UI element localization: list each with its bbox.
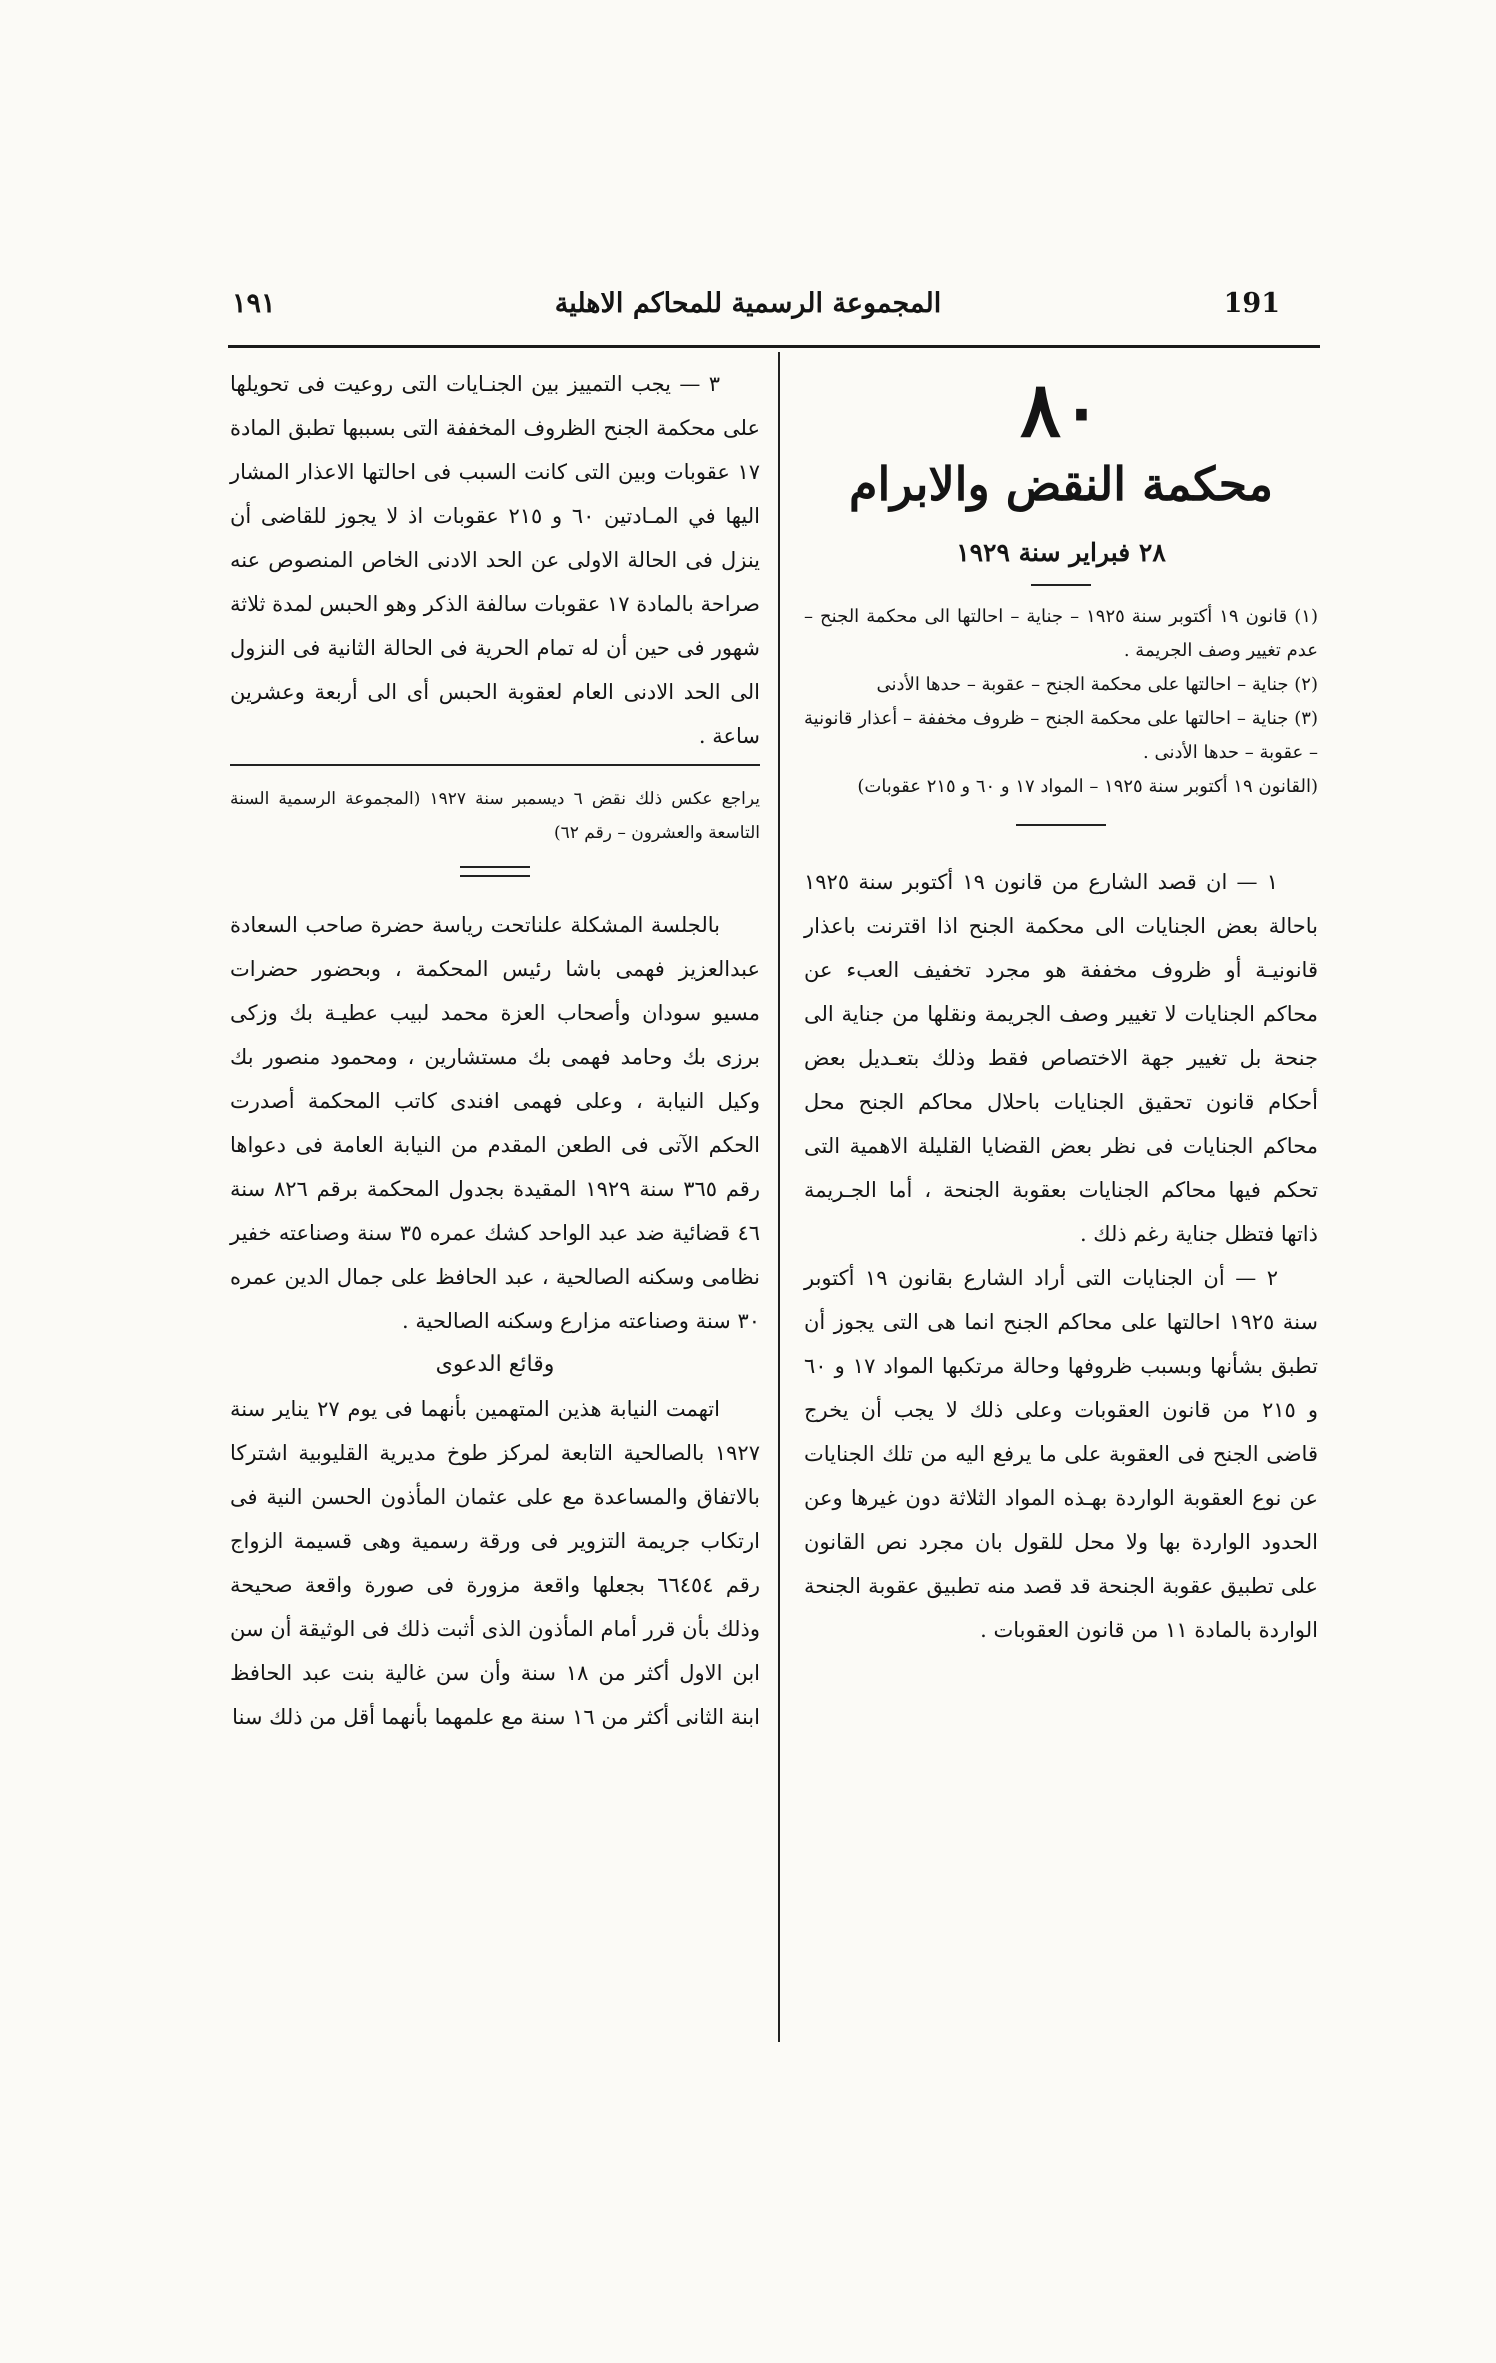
note-rule	[230, 764, 760, 766]
page-number-arabic: ١٩١	[232, 288, 276, 319]
ruling-date: ٢٨ فبراير سنة ١٩٢٩	[956, 538, 1166, 567]
date-rule	[1031, 584, 1091, 586]
keyword-entry: (٢) جناية – احالتها على محكمة الجنح – عقوبة – حدها الأدنى	[876, 674, 1318, 695]
left-column	[230, 362, 760, 1739]
ruling-number: ٨٠	[1020, 365, 1102, 454]
keywords-rule	[1016, 824, 1106, 826]
right-column	[804, 362, 1318, 1652]
keyword-entry: (٣) جناية – احالتها على محكمة الجنح – ظروف مخففة – أعذار قانونية – عقوبة – حدها الأدنى .	[804, 708, 1318, 763]
facts-paragraph: اتهمت النيابة هذين المتهمين بأنهما فى يوم ٢٧ يناير سنة ١٩٢٧ بالصالحية التابعة لمركز طوخ مديرية القليوبية اشتركا بالاتفاق والمساعدة مع على عثمان المأذون الحسن النية فى ارتكاب جريمة التزوير فى ورقة رسمية وهى قسيمة الزواج رقم ٦٦٤٥٤ بجعلها واقعة مزورة فى صورة واقعة صحيحة وذلك بأن قرر أمام المأذون الذى أثبت ذلك فى الوثيقة أن سن ابن الاول أكثر من ١٨ سنة وأن سن غالية بنت عبد الحافظ ابنة الثانى أكثر من ١٦ سنة مع علمهما بأنهما أقل من ذلك سنا	[230, 1397, 760, 1729]
column-divider	[778, 352, 780, 2042]
section-double-rule	[460, 866, 530, 877]
principle-paragraph: ١ — ان قصد الشارع من قانون ١٩ أكتوبر سنة ١٩٢٥ باحالة بعض الجنايات الى محكمة الجنح اذا اقترنت باعذار قانونيـة أو ظروف مخففة هو مجرد تخفيف العبء عن محاكم الجنايات لا تغيير وصف الجريمة ونقلها من جناية الى جنحة بل تغيير جهة الاختصاص فقط وذلك بتعـديل بعض أحكام قانون تحقيق الجنايات باحلال محاكم الجنح محل محاكم الجنايات فى نظر بعض القضايا القليلة الاهمية التى تحكم فيها محاكم الجنايات بعقوبة الجنحة ، أما الجـريمة ذاتها فتظل جناية رغم ذلك .	[804, 870, 1318, 1246]
reference-note: يراجع عكس ذلك نقض ٦ ديسمبر سنة ١٩٢٧ (المجموعة الرسمية السنة التاسعة والعشرون – رقم ٦٢)	[230, 789, 760, 843]
principle-paragraph: ٢ — أن الجنايات التى أراد الشارع بقانون ١٩ أكتوبر سنة ١٩٢٥ احالتها على محاكم الجنح انما هى التى يجوز أن تطبق بشأنها وبسبب ظروفها وحالة مرتكبها المواد ١٧ و ٦٠ و ٢١٥ من قانون العقوبات وعلى ذلك لا يجب أن يخرج قاضى الجنح فى العقوبة على ما يرفع اليه من تلك الجنايات عن نوع العقوبة الواردة بهـذه المواد الثلاثة دون غيرها وعن الحدود الواردة بها ولا محل للقول بان مجرد نص القانون على تطبيق عقوبة الجنحة قد قصد منه تطبيق عقوبة الجنحة الواردة بالمادة ١١ من قانون العقوبات .	[804, 1266, 1319, 1642]
keyword-entry: (١) قانون ١٩ أكتوبر سنة ١٩٢٥ – جناية – احالتها الى محكمة الجنح – عدم تغيير وصف الجريمة .	[804, 606, 1318, 661]
session-paragraph: بالجلسة المشكلة علناتحت رياسة حضرة صاحب السعادة عبدالعزيز فهمى باشا رئيس المحكمة ، وبحضور حضرات مسيو سودان وأصحاب العزة محمد لبيب عطيـة بك وزكى برزى بك وحامد فهمى بك مستشارين ، ومحمود منصور بك وكيل النيابة ، وعلى فهمى افندى كاتب المحكمة أصدرت الحكم الآتى فى الطعن المقدم من النيابة العامة فى دعواها رقم ٣٦٥ سنة ١٩٢٩ المقيدة بجدول المحكمة برقم ٨٢٦ سنة ٤٦ قضائية ضد عبد الواحد كشك عمره ٣٥ سنة وصناعته خفير نظامى وسكنه الصالحية ، عبد الحافظ على جمال الدين عمره ٣٠ سنة وصناعته مزارع وسكنه الصالحية .	[230, 913, 760, 1333]
journal-title: المجموعة الرسمية للمحاكم الاهلية	[554, 288, 942, 319]
law-reference: (القانون ١٩ أكتوبر سنة ١٩٢٥ – المواد ١٧ و ٦٠ و ٢١٥ عقوبات)	[857, 776, 1318, 797]
header-rule	[228, 345, 1320, 348]
facts-heading: وقائع الدعوى	[435, 1352, 555, 1377]
principle-paragraph: ٣ — يجب التمييز بين الجنـايات التى روعيت فى تحويلها على محكمة الجنح الظروف المخففة التى بسببها تطبق المادة ١٧ عقوبات وبين التى كانت السبب فى احالتها الاعذار المشار اليها في المـادتين ٦٠ و ٢١٥ عقوبات اذ لا يجوز للقاضى أن ينزل فى الحالة الاولى عن الحد الادنى الخاص المنصوص عنه صراحة بالمادة ١٧ عقوبات سالفة الذكر وهو الحبس لمدة ثلاثة شهور فى حين أن له تمام الحرية فى الحالة الثانية فى النزول الى الحد الادنى العام لعقوبة الحبس أى الى أربعة وعشرين ساعة .	[230, 372, 760, 748]
court-name: محكمة النقض والابرام	[849, 457, 1273, 511]
page-number-latin: 191	[1223, 288, 1280, 319]
